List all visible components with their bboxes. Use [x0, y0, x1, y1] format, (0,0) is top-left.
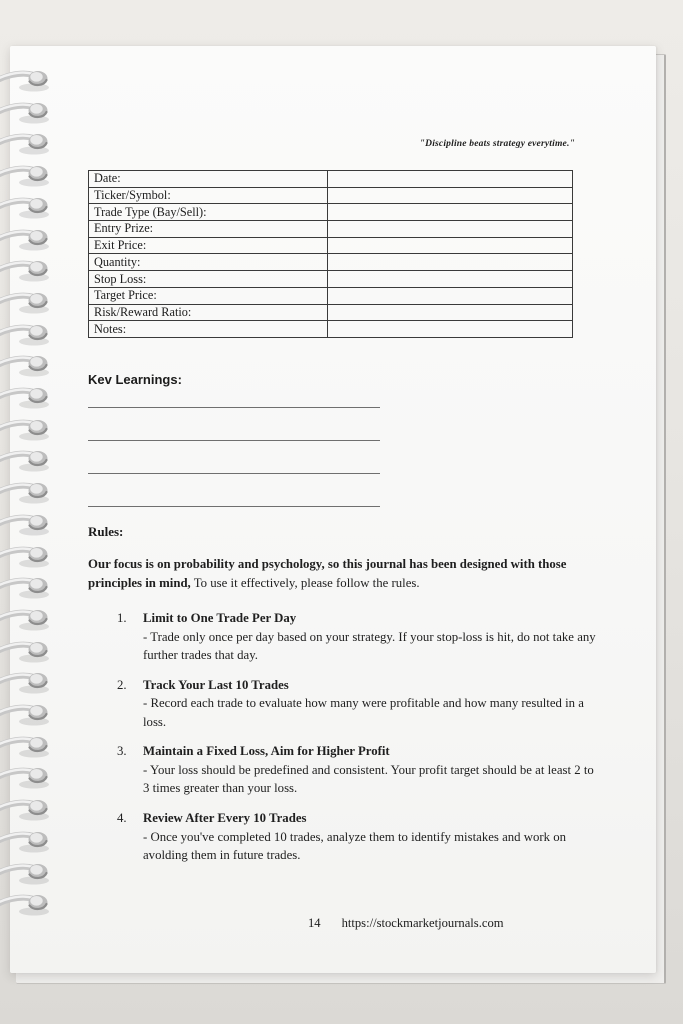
- table-row: [89, 237, 573, 254]
- rules-list: [88, 609, 600, 865]
- rule-title: Maintain a Fixed Loss, Aim for Higher Profit: [143, 744, 390, 759]
- spiral-coil-icon: [0, 791, 60, 823]
- spiral-coil-icon: [0, 538, 60, 570]
- spiral-coil-icon: [0, 759, 60, 791]
- rule-description: - Record each trade to evaluate how many were profitable and how many resulted in a loss.: [143, 696, 584, 729]
- rule-number: 3.: [117, 744, 127, 759]
- rule-title: Track Your Last 10 Trades: [143, 677, 289, 692]
- row-label: Exit Price:: [89, 237, 328, 254]
- spiral-coil-icon: [0, 379, 60, 411]
- page-footer: [308, 916, 504, 931]
- spiral-coil-icon: [0, 601, 60, 633]
- writing-line: [88, 388, 380, 408]
- spiral-binding: [0, 0, 70, 1024]
- table-row: [89, 254, 573, 271]
- writing-line: [88, 441, 380, 474]
- row-value-cell: [328, 321, 573, 338]
- row-value-cell: [328, 237, 573, 254]
- key-learnings-heading: Kev Learnings:: [88, 372, 182, 387]
- spiral-coil-icon: [0, 157, 60, 189]
- rules-intro-bold: Our focus is on probability and psychology, so this journal has been designed with those principles in mind,: [88, 557, 567, 590]
- row-label: Notes:: [89, 321, 328, 338]
- row-value-cell: [328, 187, 573, 204]
- row-label: Target Price:: [89, 287, 328, 304]
- row-value-cell: [328, 254, 573, 271]
- rule-description: - Your loss should be predefined and consistent. Your profit target should be at least 2 to 3 times greater than your loss.: [143, 762, 594, 796]
- row-value-cell: [328, 204, 573, 221]
- rules-intro-regular: To use it effectively, please follow the rules.: [193, 575, 420, 590]
- list-item: [88, 609, 600, 665]
- rule-title: Review After Every 10 Trades: [143, 811, 307, 826]
- spiral-coil-icon: [0, 252, 60, 284]
- table-row: [89, 221, 573, 238]
- row-value-cell: [328, 271, 573, 288]
- writing-line: [88, 474, 380, 507]
- row-label: Quantity:: [89, 254, 328, 271]
- table-row: [89, 171, 573, 188]
- spiral-coil-icon: [0, 221, 60, 253]
- rule-body: [143, 742, 600, 798]
- rule-body: [143, 609, 600, 665]
- spiral-coil-icon: [0, 664, 60, 696]
- footer-url: https://stockmarketjournals.com: [341, 916, 504, 930]
- row-label: Ticker/Symbol:: [89, 187, 328, 204]
- table-row: [89, 187, 573, 204]
- spiral-coil-icon: [0, 189, 60, 221]
- spiral-coil-icon: [0, 728, 60, 760]
- spiral-coil-icon: [0, 474, 60, 506]
- trade-log-table: [88, 170, 573, 338]
- spiral-coil-icon: [0, 442, 60, 474]
- table-row: [89, 287, 573, 304]
- rule-description: - Once you've completed 10 trades, analyze them to identify mistakes and work on avolding them in future trades.: [143, 829, 567, 863]
- row-label: Date:: [89, 171, 328, 188]
- rule-number: 2.: [117, 677, 127, 692]
- spiral-coil-icon: [0, 316, 60, 348]
- spiral-coil-icon: [0, 855, 60, 887]
- row-label: Entry Prize:: [89, 221, 328, 238]
- row-label: Stop Loss:: [89, 271, 328, 288]
- row-value-cell: [328, 287, 573, 304]
- rule-description: - Trade only once per day based on your strategy. If your stop-loss is hit, do not take any further trades that day.: [143, 629, 596, 663]
- table-row: [89, 321, 573, 338]
- table-row: [89, 271, 573, 288]
- page-number: 14: [308, 916, 321, 930]
- key-learnings-section: [88, 372, 388, 507]
- spiral-coil-icon: [0, 823, 60, 855]
- rules-heading: Rules:: [88, 524, 124, 539]
- rule-body: [143, 676, 600, 732]
- row-value-cell: [328, 171, 573, 188]
- rule-title: Limit to One Trade Per Day: [143, 611, 297, 626]
- quote: "Discipline beats strategy everytime.": [419, 139, 575, 149]
- spiral-coil-icon: [0, 284, 60, 316]
- spiral-coil-icon: [0, 62, 60, 94]
- spiral-coil-icon: [0, 347, 60, 379]
- rule-body: [143, 809, 600, 865]
- row-label: Trade Type (Bay/Sell):: [89, 204, 328, 221]
- spiral-coil-icon: [0, 886, 60, 918]
- list-item: [88, 809, 600, 865]
- list-item: [88, 676, 600, 732]
- table-row: [89, 204, 573, 221]
- row-value-cell: [328, 304, 573, 321]
- row-value-cell: [328, 221, 573, 238]
- spiral-coil-icon: [0, 696, 60, 728]
- spiral-coil-icon: [0, 506, 60, 538]
- spiral-coil-icon: [0, 94, 60, 126]
- rules-intro: [88, 555, 593, 592]
- spiral-coil-icon: [0, 411, 60, 443]
- spiral-coil-icon: [0, 633, 60, 665]
- spiral-coil-icon: [0, 125, 60, 157]
- notebook-page: [10, 46, 656, 973]
- spiral-coil-icon: [0, 569, 60, 601]
- writing-line: [88, 408, 380, 441]
- list-item: [88, 742, 600, 798]
- rules-section: [88, 524, 600, 876]
- rule-number: 4.: [117, 811, 127, 826]
- row-label: Risk/Reward Ratio:: [89, 304, 328, 321]
- table-row: [89, 304, 573, 321]
- rule-number: 1.: [117, 611, 127, 626]
